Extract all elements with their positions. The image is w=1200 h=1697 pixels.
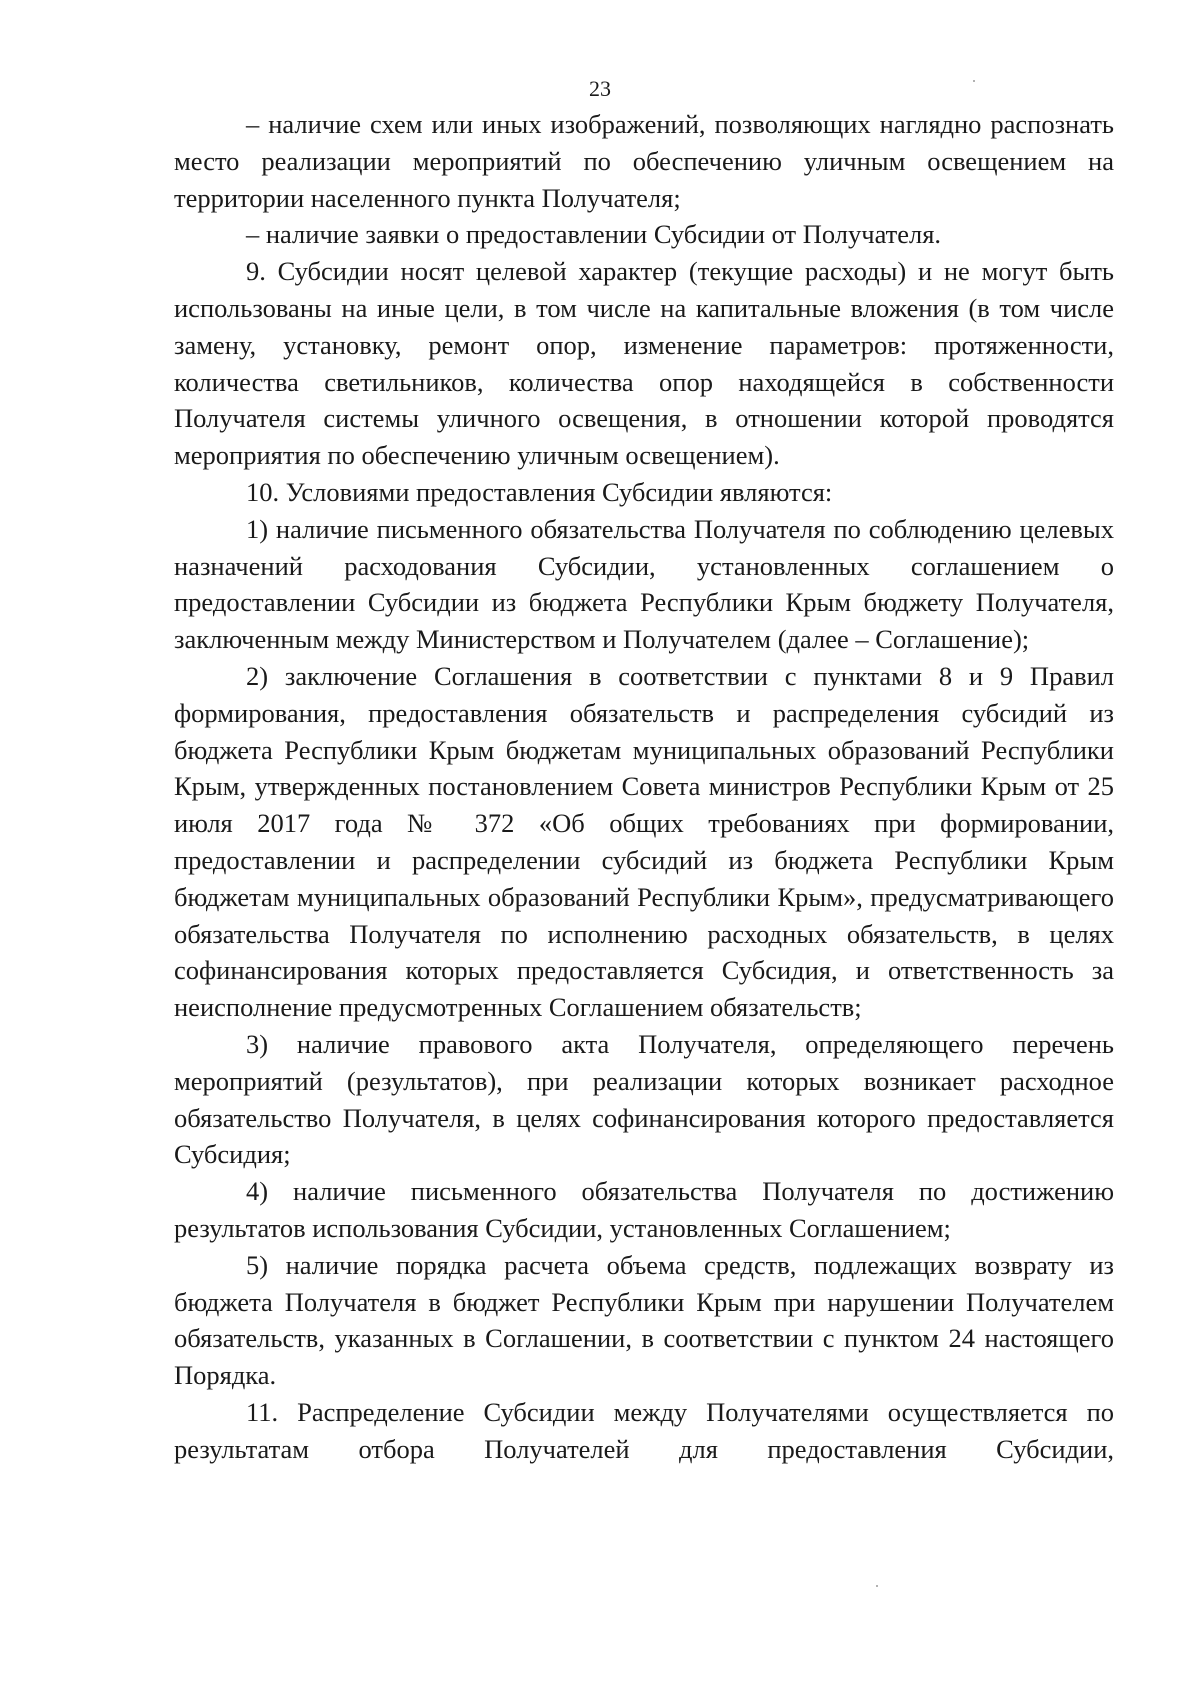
paragraph-application-requirement: – наличие заявки о предоставлении Субсидии от Получателя.: [246, 219, 942, 250]
paragraph-10-item-3: 3) наличие правового акта Получателя, определяющего перечень мероприятий (результатов), при реализации которых возникает расходное обязательство Получателя, в целях софинансирования которого предоставляется Субсидия;: [174, 1028, 1114, 1170]
scan-speck: [973, 80, 975, 82]
paragraph-10: 10. Условиями предоставления Субсидии являются:: [246, 476, 833, 507]
scan-speck: [876, 1585, 878, 1587]
paragraph-10-item-2: 2) заключение Соглашения в соответствии с пунктами 8 и 9 Правил формирования, предоставления обязательств и распределения субсидий из бюджета Республики Крым бюджетам муниципальных образований Республики Крым, утвержденных постановлением Совета министров Республики Крым от 25 июля 2017 года № 372 «Об общих требованиях при формировании, предоставлении и распределении субсидий из бюджета Республики Крым бюджетам муниципальных образований Республики Крым», предусматривающего обязательства Получателя по исполнению расходных обязательств, в целях софинансирования которых предоставляется Субсидия, и ответственность за неисполнение предусмотренных Соглашением обязательств;: [174, 660, 1114, 1023]
paragraph-10-item-5: 5) наличие порядка расчета объема средств, подлежащих возврату из бюджета Получателя в бюджет Республики Крым при нарушении Получателем обязательств, указанных в Соглашении, в соответствии с пунктом 24 настоящего Порядка.: [174, 1249, 1114, 1391]
paragraph-scheme-requirement: – наличие схем или иных изображений, позволяющих наглядно распознать место реализации мероприятий по обеспечению уличным освещением на территории населенного пункта Получателя;: [174, 109, 1114, 213]
paragraph-11: 11. Распределение Субсидии между Получателями осуществляется по результатам отбора Получателей для предоставления Субсидии,: [174, 1396, 1114, 1464]
page-number: 23: [589, 76, 611, 101]
paragraph-10-item-4: 4) наличие письменного обязательства Получателя по достижению результатов использования Субсидии, установленных Соглашением;: [174, 1176, 1114, 1243]
document-body: [174, 106, 1114, 1467]
paragraph-9: 9. Субсидии носят целевой характер (текущие расходы) и не могут быть использованы на иные цели, в том числе на капитальные вложения (в том числе замену, установку, ремонт опор, изменение параметров: протяженности, количества светильников, количества опор находящейся в собственности Получателя системы уличного освещения, в отношении которой проводятся мероприятия по обеспечению уличным освещением).: [174, 256, 1114, 471]
paragraph-10-item-1: 1) наличие письменного обязательства Получателя по соблюдению целевых назначений расходования Субсидии, установленных соглашением о предоставлении Субсидии из бюджета Республики Крым бюджету Получателя, заключенным между Министерством и Получателем (далее – Соглашение);: [174, 513, 1114, 655]
